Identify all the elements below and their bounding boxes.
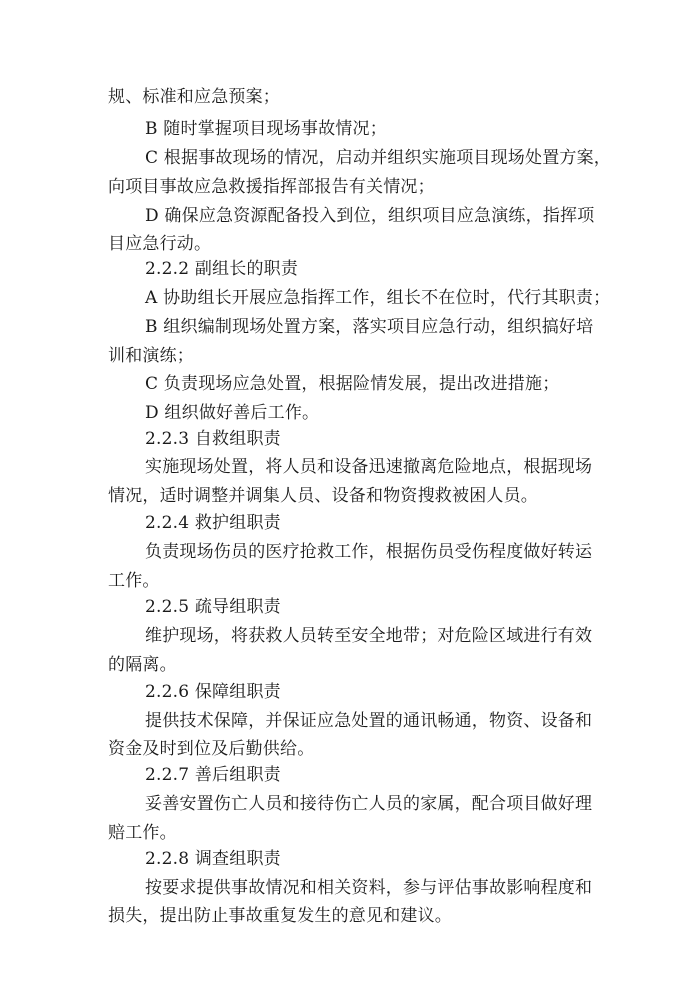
body-text-line: 资金及时到位及后勤供给。 [108,739,315,759]
section-heading: 2.2.8 调查组职责 [145,849,281,869]
list-item-d: D 组织做好善后工作。 [145,403,320,423]
body-text-line: 负责现场伤员的医疗抢救工作，根据伤员受伤程度做好转运 [145,542,593,562]
body-text-line: 损失，提出防止事故重复发生的意见和建议。 [108,906,452,926]
body-text-line: 实施现场处置，将人员和设备迅速撤离危险地点，根据现场 [145,457,593,477]
list-item-c: C 根据事故现场的情况，启动并组织实施项目现场处置方案， [145,148,612,168]
section-heading: 2.2.3 自救组职责 [145,429,281,449]
section-heading: 2.2.7 善后组职责 [145,765,281,785]
body-text-line: 规、标准和应急预案； [108,87,280,107]
body-text-line: 赔工作。 [108,823,177,843]
section-heading: 2.2.2 副组长的职责 [145,259,299,279]
section-heading: 2.2.5 疏导组职责 [145,597,281,617]
list-item-c: C 负责现场应急处置，根据险情发展，提出改进措施； [145,374,560,394]
list-item-d: D 确保应急资源配备投入到位，组织项目应急演练，指挥项 [145,206,595,226]
body-text-line: 按要求提供事故情况和相关资料，参与评估事故影响程度和 [145,878,593,898]
body-text-line: 的隔离。 [108,655,177,675]
list-item-b: B 组织编制现场处置方案，落实项目应急行动，组织搞好培 [145,317,594,337]
list-item-a: A 协助组长开展应急指挥工作，组长不在位时，代行其职责； [145,288,611,308]
section-heading: 2.2.4 救护组职责 [145,513,281,533]
body-text-line: 提供技术保障，并保证应急处置的通讯畅通，物资、设备和 [145,711,593,731]
list-item-b: B 随时掌握项目现场事故情况； [145,119,387,139]
body-text-line: 情况，适时调整并调集人员、设备和物资搜救被困人员。 [108,486,538,506]
body-text-line: 目应急行动。 [108,234,212,254]
body-text-line: 向项目事故应急救援指挥部报告有关情况； [108,177,435,197]
body-text-line: 妥善安置伤亡人员和接待伤亡人员的家属，配合项目做好理 [145,794,593,814]
body-text-line: 训和演练； [108,346,194,366]
body-text-line: 维护现场，将获救人员转至安全地带；对危险区域进行有效 [145,626,593,646]
section-heading: 2.2.6 保障组职责 [145,682,281,702]
body-text-line: 工作。 [108,571,160,591]
